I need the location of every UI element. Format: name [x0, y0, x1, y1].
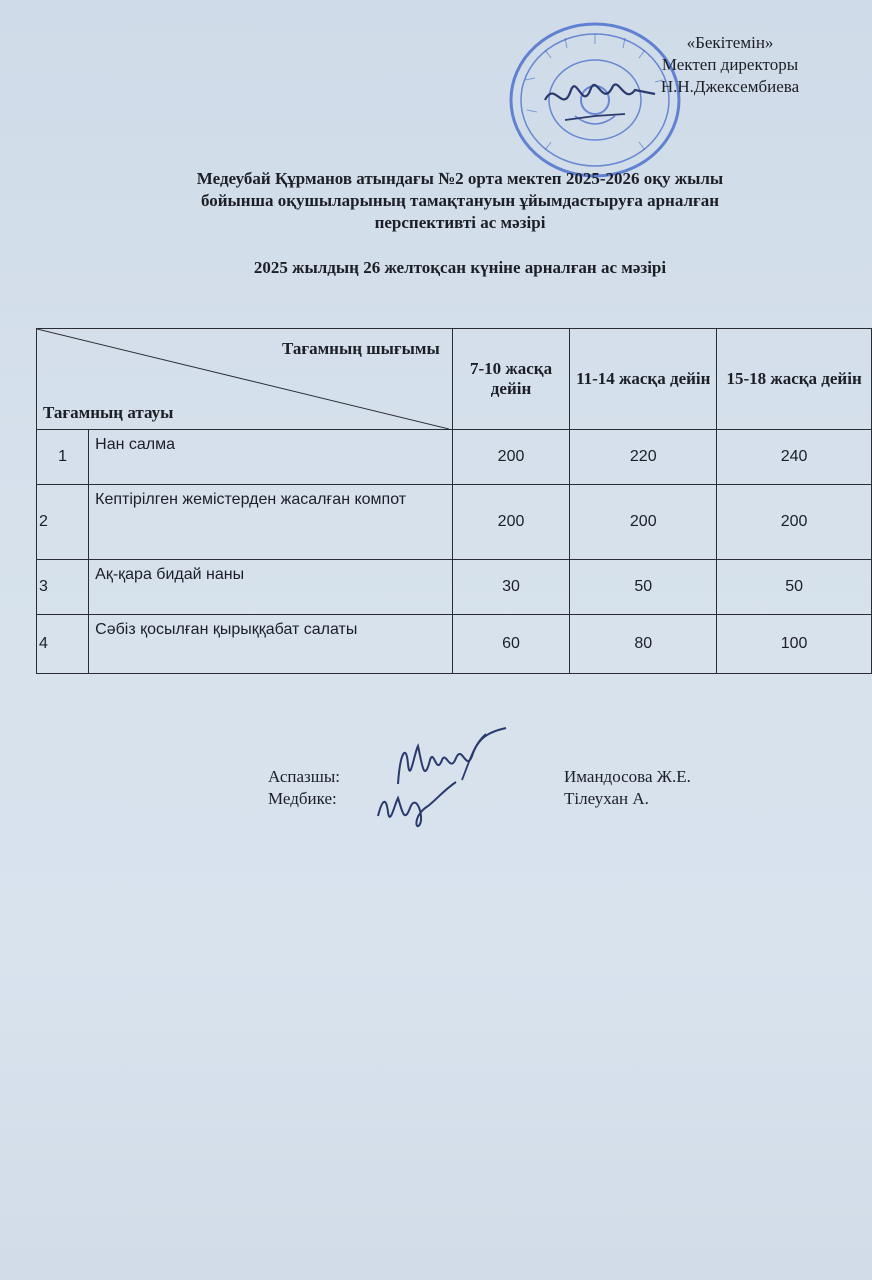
header-diagonal-cell [37, 329, 453, 430]
dish-name: Сәбіз қосылған қырыққабат салаты [89, 615, 453, 674]
table-row [37, 560, 872, 615]
cook-role-label: Аспазшы: [268, 767, 340, 786]
menu-table [36, 328, 872, 674]
row-number: 1 [37, 430, 89, 485]
header-yield-label: Тағамның шығымы [281, 339, 440, 358]
table-row [37, 430, 872, 485]
document-title [90, 168, 830, 234]
dish-name: Ақ-қара бидай наны [89, 560, 453, 615]
nurse-signature [372, 776, 462, 836]
yield-value: 80 [570, 615, 717, 674]
yield-value: 200 [717, 485, 872, 560]
table-row [37, 615, 872, 674]
table-header-row [37, 329, 872, 430]
yield-value: 100 [717, 615, 872, 674]
dish-name: Кептірілген жемістерден жасалған компот [89, 485, 453, 560]
approval-position: Мектеп директоры [661, 55, 799, 74]
row-number: 4 [37, 615, 89, 674]
yield-value: 200 [570, 485, 717, 560]
yield-value: 220 [570, 430, 717, 485]
yield-value: 200 [452, 430, 570, 485]
yield-value: 240 [717, 430, 872, 485]
table-row [37, 485, 872, 560]
header-dish-label: Тағамның атауы [43, 403, 174, 422]
column-header-11-14: 11-14 жасқа дейін [570, 329, 717, 430]
nurse-role-label: Медбике: [268, 789, 337, 808]
document-date-line: 2025 жылдың 26 желтоқсан күніне арналған ас мәзірі [253, 258, 667, 277]
approval-title: «Бекітемін» [686, 33, 774, 52]
dish-name: Нан салма [89, 430, 453, 485]
title-line-1: Медеубай Құрманов атындағы №2 орта мектеп 2025-2026 оқу жылы [196, 169, 724, 188]
column-header-15-18: 15-18 жасқа дейін [717, 329, 872, 430]
yield-value: 200 [452, 485, 570, 560]
approval-name: Н.Н.Джексембиева [660, 77, 800, 96]
row-number: 3 [37, 560, 89, 615]
yield-value: 50 [570, 560, 717, 615]
title-line-2: бойынша оқушыларының тамақтануын ұйымдастыруға арналған [200, 191, 720, 210]
row-number: 2 [37, 485, 89, 560]
yield-value: 30 [452, 560, 570, 615]
nurse-name: Тілеухан А. [564, 789, 649, 808]
title-line-3: перспективті ас мәзірі [374, 213, 546, 232]
cook-name: Имандосова Ж.Е. [564, 767, 691, 786]
column-header-7-10: 7-10 жасқа дейін [452, 329, 570, 430]
yield-value: 50 [717, 560, 872, 615]
approval-block [600, 32, 860, 98]
yield-value: 60 [452, 615, 570, 674]
